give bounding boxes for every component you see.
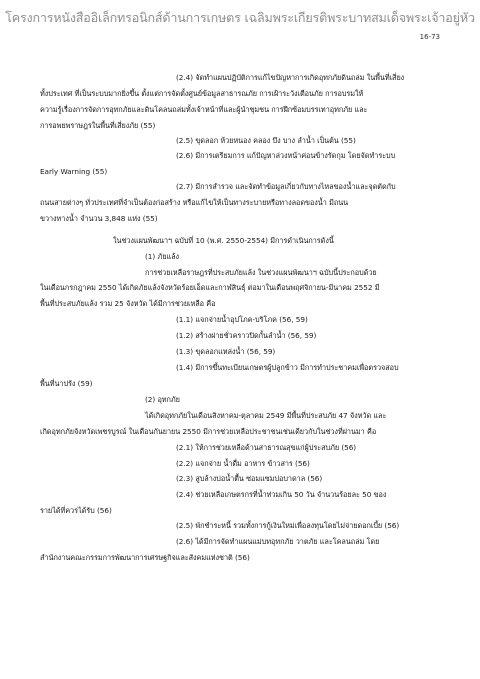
- list-item: (1.2) สร้างฝายชั่วคราวปิดกั้นลำน้ำ (56, 59): [176, 331, 317, 340]
- paragraph-line: รายได้ที่ควรได้รับ (56): [40, 506, 112, 515]
- subsection-heading: (1) ภัยแล้ง: [145, 252, 180, 261]
- paragraph-line: ความรู้เรื่องการจัดการอุทกภัยและดินโคลนถล่มทั้งเจ้าหน้าที่และผู้นำชุมชน การฝึกซ้อมบรรเทาอุทกภัย และ: [40, 105, 368, 114]
- subsection-heading: (2) อุทกภัย: [145, 395, 180, 404]
- page-number: 16-73: [419, 33, 440, 41]
- list-item: (2.2) แจกจ่าย น้ำดื่ม อาหาร ข้าวสาร (56): [176, 459, 310, 468]
- list-item: (1.1) แจกจ่ายน้ำอุปโภค-บริโภค (56, 59): [176, 315, 308, 324]
- paragraph-line: เกิดอุทกภัยจังหวัดเพชรบูรณ์ ในเดือนกันยายน 2550 มีการช่วยเหลือประชาชนเช่นเดียวกับในช่วงที่ผ่านมา คือ: [40, 427, 377, 436]
- paragraph-line: สำนักงานคณะกรรมการพัฒนาการเศรษฐกิจและสังคมแห่งชาติ (56): [40, 553, 250, 562]
- paragraph-line: การช่วยเหลือราษฎรที่ประสบภัยแล้ง ในช่วงแผนพัฒนาฯ ฉบับนี้ประกอบด้วย: [145, 268, 377, 277]
- list-item: (2.6) ได้มีการจัดทำแผนแม่บทอุทกภัย วาตภัย และโคลนถล่ม โดย: [176, 537, 380, 546]
- list-item: (2.3) สูบล้างบ่อน้ำตื้น ซ่อมแซมบ่อบาดาล (56): [176, 474, 323, 483]
- paragraph-line: พื้นที่นาปรัง (59): [40, 379, 93, 388]
- list-item: (2.1) ให้การช่วยเหลือด้านสาธารณสุขแก่ผู้ประสบภัย (56): [176, 443, 357, 452]
- list-item: (1.4) มีการขึ้นทะเบียนเกษตรผู้ปลูกข้าว มีการทำประชาคมเพื่อตรวจสอบ: [176, 363, 399, 372]
- paragraph-line: ในเดือนกรกฎาคม 2550 ได้เกิดภัยแล้งจังหวัดร้อยเอ็ดและกาฬสินธุ์ ต่อมาในเดือนพฤศจิกายน-มีนาคม 2552 มี: [40, 283, 380, 292]
- paragraph-line: (2.7) มีการสำรวจ และจัดทำข้อมูลเกี่ยวกับทางไหลของน้ำและจุดตัดกับ: [176, 182, 396, 191]
- paragraph-line: ขวางทางน้ำ จำนวน 3,848 แห่ง (55): [40, 214, 158, 223]
- paragraph-line: ทั้งประเทศ ที่เป็นระบบมากยิ่งขึ้น ตั้งแต่การจัดตั้งศูนย์ข้อมูลสาธารณภัย การเฝ้าระวังเตือนภัย การอบรมให้: [40, 89, 364, 98]
- list-item: (1.3) ขุดลอกแหล่งน้ำ (56, 59): [176, 347, 276, 356]
- paragraph-line: (2.5) ขุดลอก ห้วยหนอง คลอง บึง บาง ลำน้ำ เป็นต้น (55): [176, 136, 356, 145]
- list-item: (2.4) ช่วยเหลือเกษตรกรที่น้ำท่วมเกิน 50 วัน จำนวนร้อยละ 50 ของ: [176, 490, 387, 499]
- paragraph-line: การอพยพราษฎรในพื้นที่เสี่ยงภัย (55): [40, 121, 156, 130]
- paragraph-line: (2.6) มีการเตรียมการ แก้ปัญหาล่วงหน้าค่อนข้างรัดกุม โดยจัดทำระบบ: [176, 151, 396, 160]
- paragraph-line: ได้เกิดอุทกภัยในเดือนสิงหาคม-ตุลาคม 2549 มีพื้นที่ประสบภัย 47 จังหวัด และ: [145, 411, 387, 420]
- paragraph-line: (2.4) จัดทำแผนปฏิบัติการแก้ไขปัญหาการเกิดอุทกภัยดินถล่ม ในพื้นที่เสี่ยง: [176, 73, 405, 82]
- section-heading: ในช่วงแผนพัฒนาฯ ฉบับที่ 10 (พ.ศ. 2550-2554) มีการดำเนินการดังนี้: [113, 236, 334, 245]
- paragraph-line: Early Warning (55): [40, 167, 108, 176]
- running-header: โครงการหนังสืออิเล็กทรอนิกส์ด้านการเกษตร เฉลิมพระเกียรติพระบาทสมเด็จพระเจ้าอยู่หัว: [5, 10, 475, 25]
- paragraph-line: พื้นที่ประสบภัยแล้ง รวม 25 จังหวัด ได้มีการช่วยเหลือ คือ: [40, 299, 216, 308]
- list-item: (2.5) พักชำระหนี้ รวมทั้งการกู้เงินใหม่เพื่อลงทุนโดยไม่จ่ายดอกเบี้ย (56): [176, 521, 400, 530]
- paragraph-line: ถนนสายต่างๆ ทั่วประเทศที่จำเป็นต้องก่อสร้าง หรือแก้ไขให้เป็นทางระบายหรือทางลอดของน้ำ มีถนน: [40, 198, 349, 207]
